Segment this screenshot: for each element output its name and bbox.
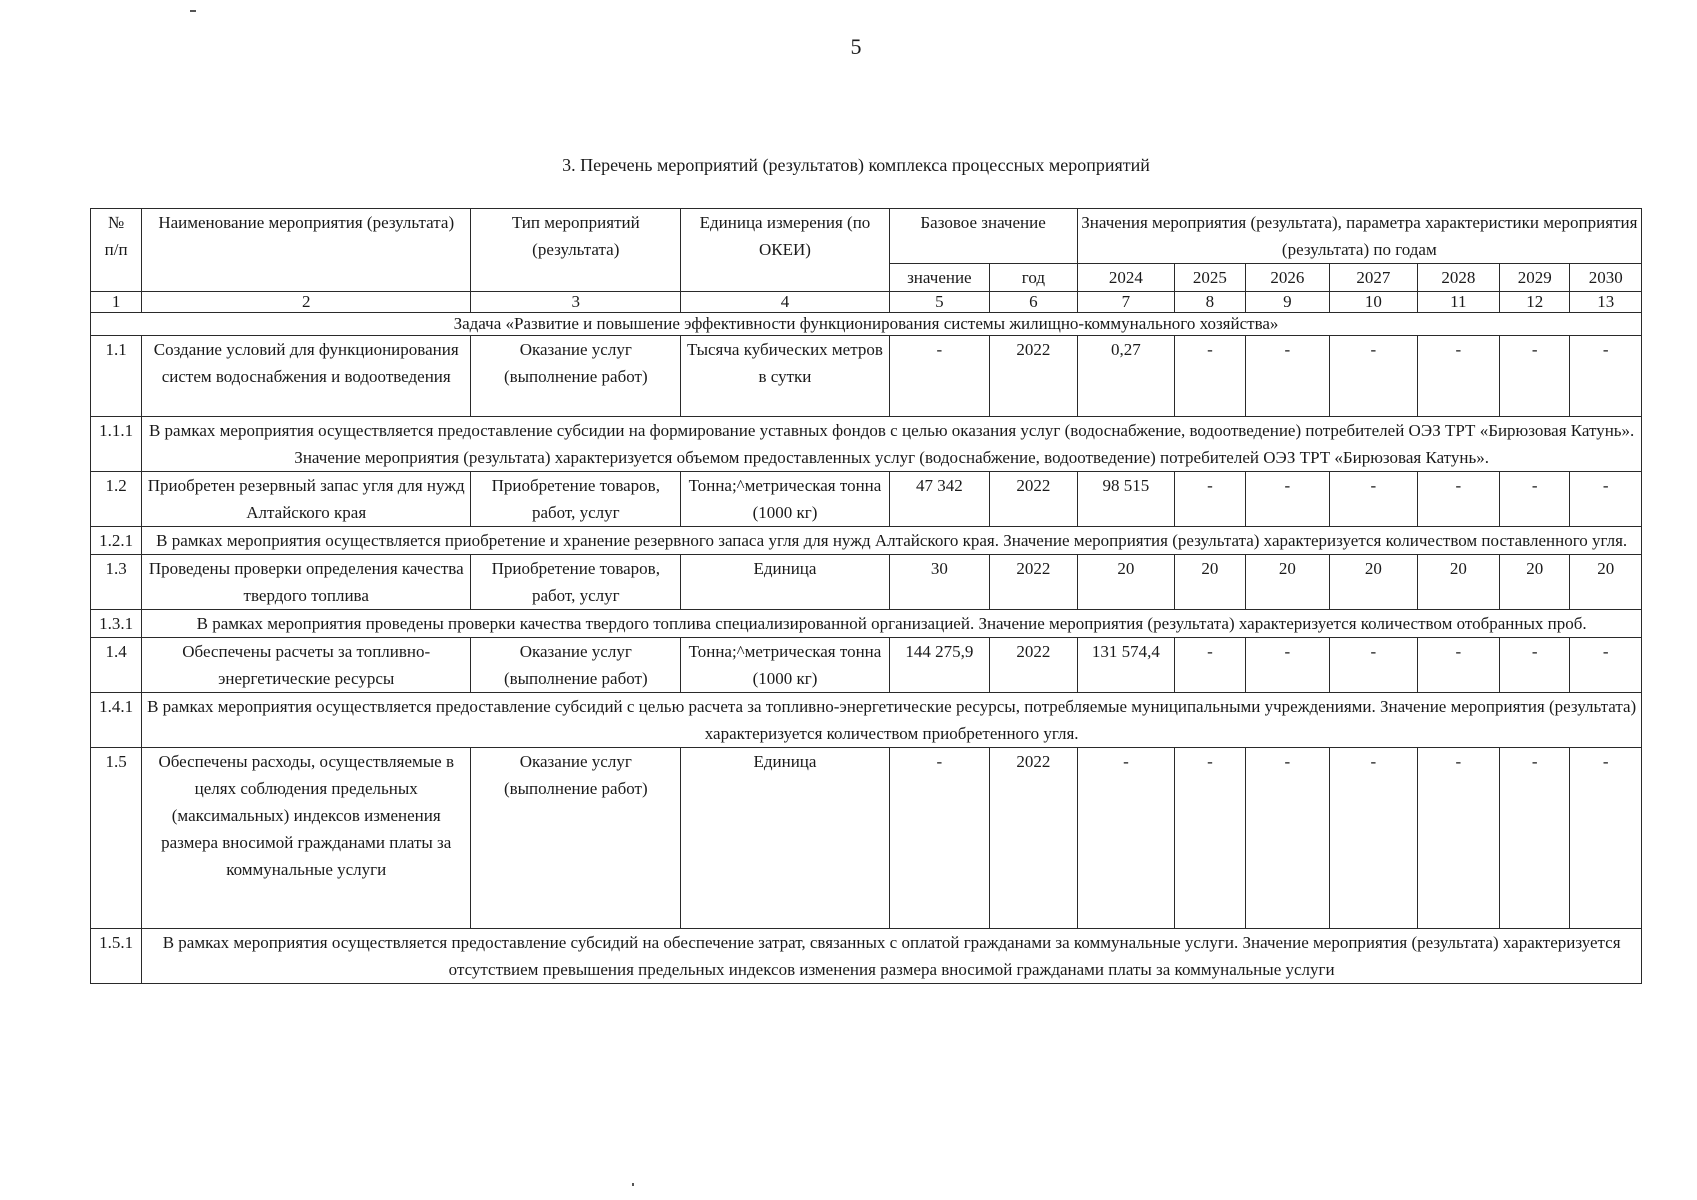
header-type: Тип мероприятий (результата)	[471, 209, 681, 292]
year-value: -	[1330, 472, 1418, 527]
year-value: -	[1245, 638, 1329, 693]
base-year: 2022	[990, 336, 1078, 417]
base-value: 47 342	[889, 472, 990, 527]
base-year: 2022	[990, 638, 1078, 693]
column-number: 12	[1500, 292, 1570, 313]
base-value: -	[889, 336, 990, 417]
description-row	[91, 417, 1642, 472]
description-num: 1.5.1	[91, 929, 142, 984]
column-number: 13	[1570, 292, 1642, 313]
measure-name: Приобретен резервный запас угля для нужд Алтайского края	[142, 472, 471, 527]
year-value: 131 574,4	[1077, 638, 1175, 693]
measure-name: Обеспечены расходы, осуществляемые в целях соблюдения предельных (максимальных) индексов изменения размера вносимой гражданами платы за коммунальные услуги	[142, 748, 471, 929]
row-num: 1.4	[91, 638, 142, 693]
header-year: 2026	[1245, 264, 1329, 292]
year-value: -	[1417, 748, 1499, 929]
description-text: В рамках мероприятия осуществляется предоставление субсидий с целью расчета за топливно-энергетические ресурсы, потребляемые муниципальными учреждениями. Значение мероприятия (результата) характеризуется количеством приобретенного угля.	[142, 693, 1642, 748]
header-year: 2030	[1570, 264, 1642, 292]
year-value: -	[1500, 748, 1570, 929]
year-value: 20	[1175, 555, 1245, 610]
row-num: 1.5	[91, 748, 142, 929]
measure-row	[91, 748, 1642, 929]
description-row	[91, 693, 1642, 748]
column-number: 11	[1417, 292, 1499, 313]
header-num: № п/п	[91, 209, 142, 292]
column-number: 5	[889, 292, 990, 313]
measure-unit: Тонна;^метрическая тонна (1000 кг)	[681, 472, 889, 527]
description-text: В рамках мероприятия осуществляется предоставление субсидии на формирование уставных фондов с целью оказания услуг (водоснабжение, водоотведение) потребителей ОЭЗ ТРТ «Бирюзовая Катунь». Значение мероприятия (результата) характеризуется объемом предоставленных услуг (водоснабжение, водоотведение) потребителей ОЭЗ ТРТ «Бирюзовая Катунь».	[142, 417, 1642, 472]
column-number-row	[91, 292, 1642, 313]
column-number: 10	[1330, 292, 1418, 313]
header-base-value: значение	[889, 264, 990, 292]
header-unit: Единица измерения (по ОКЕИ)	[681, 209, 889, 292]
year-value: -	[1570, 336, 1642, 417]
year-value: -	[1417, 336, 1499, 417]
column-number: 1	[91, 292, 142, 313]
task-title: Задача «Развитие и повышение эффективности функционирования системы жилищно-коммунального хозяйства»	[91, 313, 1642, 336]
year-value: -	[1245, 336, 1329, 417]
year-value: 20	[1330, 555, 1418, 610]
year-value: -	[1175, 472, 1245, 527]
year-value: -	[1245, 748, 1329, 929]
document-title: 3. Перечень мероприятий (результатов) комплекса процессных мероприятий	[562, 155, 1150, 175]
description-num: 1.4.1	[91, 693, 142, 748]
year-value: -	[1500, 336, 1570, 417]
column-number: 8	[1175, 292, 1245, 313]
measure-name: Проведены проверки определения качества твердого топлива	[142, 555, 471, 610]
measure-unit: Единица	[681, 748, 889, 929]
measure-type: Оказание услуг (выполнение работ)	[471, 748, 681, 929]
column-number: 7	[1077, 292, 1175, 313]
column-number: 4	[681, 292, 889, 313]
measure-type: Оказание услуг (выполнение работ)	[471, 638, 681, 693]
description-text: В рамках мероприятия осуществляется приобретение и хранение резервного запаса угля для нужд Алтайского края. Значение мероприятия (результата) характеризуется количеством поставленного угля.	[142, 527, 1642, 555]
year-value: -	[1175, 638, 1245, 693]
year-value: -	[1175, 336, 1245, 417]
year-value: 20	[1417, 555, 1499, 610]
scan-mark	[190, 10, 196, 12]
measures-table	[90, 208, 1642, 984]
year-value: -	[1500, 472, 1570, 527]
year-value: -	[1330, 336, 1418, 417]
year-value: -	[1077, 748, 1175, 929]
measure-row	[91, 638, 1642, 693]
measure-row	[91, 336, 1642, 417]
measure-type: Приобретение товаров, работ, услуг	[471, 472, 681, 527]
base-year: 2022	[990, 472, 1078, 527]
year-value: 0,27	[1077, 336, 1175, 417]
year-value: 20	[1245, 555, 1329, 610]
header-year: 2029	[1500, 264, 1570, 292]
measure-name: Обеспечены расчеты за топливно-энергетические ресурсы	[142, 638, 471, 693]
year-value: 20	[1500, 555, 1570, 610]
year-value: -	[1417, 638, 1499, 693]
header-row	[91, 209, 1642, 264]
header-year: 2024	[1077, 264, 1175, 292]
measure-type: Приобретение товаров, работ, услуг	[471, 555, 681, 610]
description-num: 1.2.1	[91, 527, 142, 555]
year-value: -	[1500, 638, 1570, 693]
column-number: 6	[990, 292, 1078, 313]
description-num: 1.1.1	[91, 417, 142, 472]
year-value: -	[1175, 748, 1245, 929]
description-num: 1.3.1	[91, 610, 142, 638]
row-num: 1.2	[91, 472, 142, 527]
description-row	[91, 610, 1642, 638]
description-text: В рамках мероприятия осуществляется предоставление субсидий на обеспечение затрат, связанных с оплатой гражданами за коммунальные услуги. Значение мероприятия (результата) характеризуется отсутствием превышения предельных индексов изменения размера вносимой гражданами платы за коммунальные услуги	[142, 929, 1642, 984]
measure-unit: Тысяча кубических метров в сутки	[681, 336, 889, 417]
measure-unit: Тонна;^метрическая тонна (1000 кг)	[681, 638, 889, 693]
scan-mark	[632, 1183, 634, 1186]
year-value: -	[1570, 748, 1642, 929]
description-row	[91, 929, 1642, 984]
header-values: Значения мероприятия (результата), параметра характеристики мероприятия (результата) по годам	[1077, 209, 1641, 264]
measure-row	[91, 555, 1642, 610]
header-base: Базовое значение	[889, 209, 1077, 264]
header-year: 2027	[1330, 264, 1418, 292]
year-value: -	[1570, 638, 1642, 693]
header-name: Наименование мероприятия (результата)	[142, 209, 471, 292]
row-num: 1.3	[91, 555, 142, 610]
year-value: -	[1417, 472, 1499, 527]
base-value: 144 275,9	[889, 638, 990, 693]
header-year: 2028	[1417, 264, 1499, 292]
base-value: 30	[889, 555, 990, 610]
measure-type: Оказание услуг (выполнение работ)	[471, 336, 681, 417]
measure-unit: Единица	[681, 555, 889, 610]
measure-name: Создание условий для функционирования систем водоснабжения и водоотведения	[142, 336, 471, 417]
base-year: 2022	[990, 748, 1078, 929]
description-row	[91, 527, 1642, 555]
task-row	[91, 313, 1642, 336]
row-num: 1.1	[91, 336, 142, 417]
year-value: 20	[1570, 555, 1642, 610]
column-number: 3	[471, 292, 681, 313]
column-number: 9	[1245, 292, 1329, 313]
header-year: 2025	[1175, 264, 1245, 292]
base-value: -	[889, 748, 990, 929]
year-value: -	[1330, 638, 1418, 693]
base-year: 2022	[990, 555, 1078, 610]
year-value: -	[1330, 748, 1418, 929]
year-value: -	[1570, 472, 1642, 527]
year-value: -	[1245, 472, 1329, 527]
year-value: 98 515	[1077, 472, 1175, 527]
measure-row	[91, 472, 1642, 527]
description-text: В рамках мероприятия проведены проверки качества твердого топлива специализированной организацией. Значение мероприятия (результата) характеризуется количеством отобранных проб.	[142, 610, 1642, 638]
header-base-year: год	[990, 264, 1078, 292]
year-value: 20	[1077, 555, 1175, 610]
column-number: 2	[142, 292, 471, 313]
page-number: 5	[850, 34, 862, 59]
